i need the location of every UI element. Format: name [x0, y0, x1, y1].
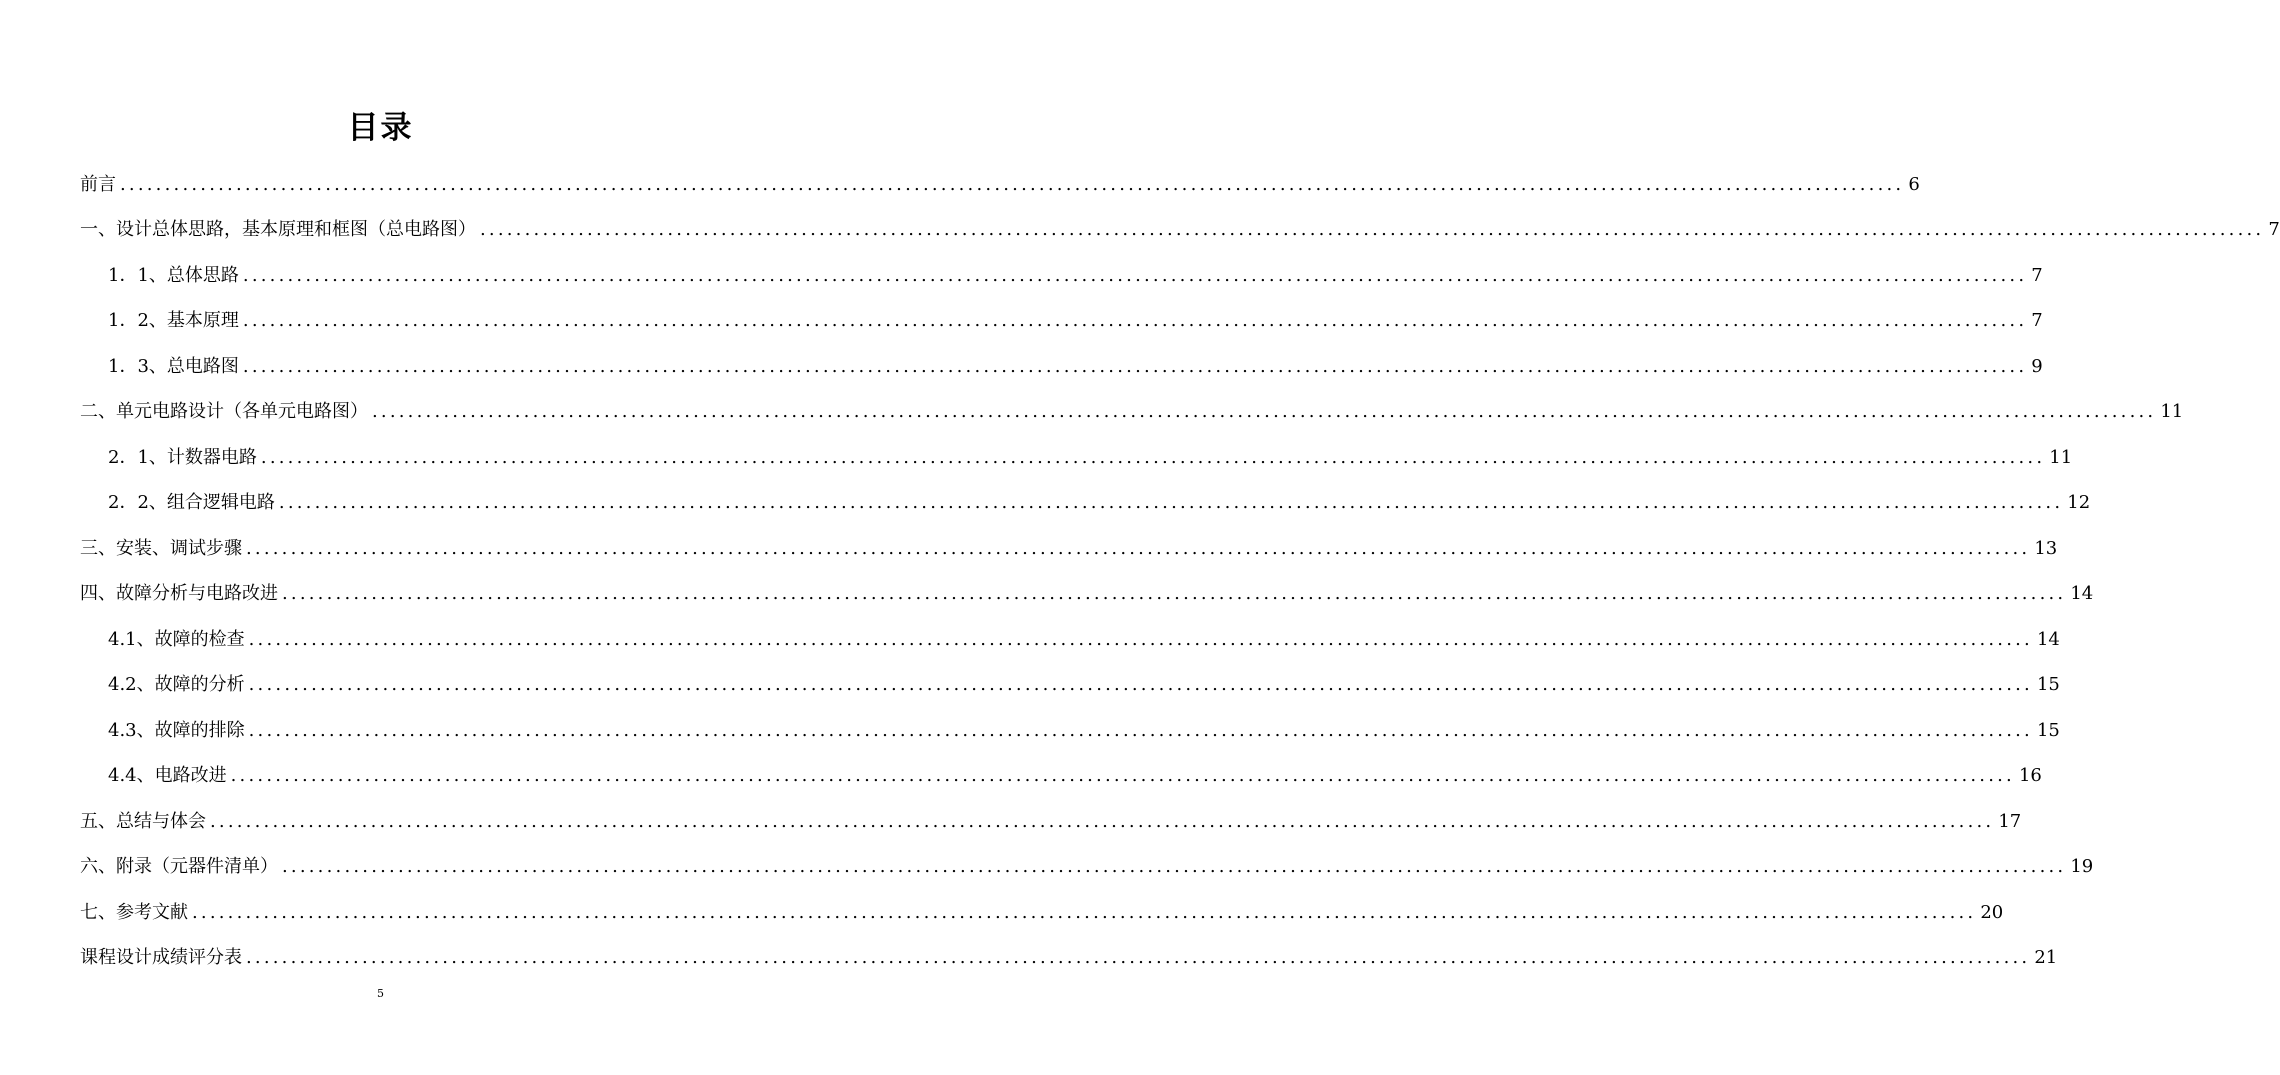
toc-entry[interactable] — [80, 839, 2094, 885]
toc-entry[interactable] — [80, 611, 2060, 657]
toc-entry-label: 1．1、总体思路 — [108, 264, 239, 286]
toc-entry[interactable] — [80, 884, 2004, 930]
toc-entry-label: 一、设计总体思路，基本原理和框图（总电路图） — [80, 219, 476, 240]
dot-leader: ........................................................................................................................................................................................................ — [282, 583, 2067, 604]
toc-entry[interactable] — [80, 338, 2043, 384]
dot-leader: ........................................................................................................................................................................................................ — [192, 901, 1977, 923]
toc-entry-page: 15 — [2036, 719, 2060, 741]
toc-entry[interactable] — [80, 520, 2058, 566]
toc-entry[interactable] — [80, 156, 1920, 202]
toc-entry[interactable] — [80, 702, 2060, 748]
toc-entry-label: 4.2、故障的分析 — [108, 674, 245, 695]
toc-entry-label: 课程设计成绩评分表 — [80, 947, 242, 968]
toc-entry-page: 12 — [2067, 492, 2091, 513]
toc-entry-page: 14 — [2070, 583, 2094, 604]
toc-entry-page: 14 — [2036, 628, 2060, 650]
dot-leader: ........................................................................................................................................................................................................ — [372, 401, 2157, 422]
toc-entry[interactable] — [80, 657, 2060, 703]
toc-entry-page: 19 — [2070, 856, 2094, 877]
toc-entry-page: 15 — [2036, 674, 2060, 695]
toc-entry-label: 1．3、总电路图 — [108, 355, 239, 377]
toc-entry-label: 2．1、计数器电路 — [108, 446, 257, 468]
dot-leader: ........................................................................................................................................................................................................ — [248, 719, 2033, 741]
toc-entry[interactable] — [80, 384, 2184, 430]
page-title: 目录 — [347, 110, 414, 146]
dot-leader: ........................................................................................................................................................................................................ — [242, 310, 2028, 331]
toc-entry-label: 4.4、电路改进 — [108, 765, 227, 786]
toc-entry-label: 三、安装、调试步骤 — [80, 537, 242, 559]
dot-leader: ........................................................................................................................................................................................................ — [260, 446, 2046, 468]
toc-entry-page: 7 — [2268, 219, 2280, 240]
dot-leader: ........................................................................................................................................................................................................ — [210, 810, 1995, 832]
toc-entry-page: 9 — [2031, 355, 2043, 377]
toc-entry-page: 7 — [2031, 264, 2043, 286]
toc-entry-label: 4.1、故障的检查 — [108, 628, 245, 650]
toc-entry-label: 四、故障分析与电路改进 — [80, 583, 278, 604]
dot-leader: ........................................................................................................................................................................................................ — [480, 219, 2265, 240]
toc-entry-label: 4.3、故障的排除 — [108, 719, 245, 741]
toc-entry-page: 17 — [1998, 810, 2022, 832]
toc-entry[interactable] — [80, 566, 2094, 612]
toc-entry-label: 五、总结与体会 — [80, 810, 206, 832]
toc-entry[interactable] — [80, 247, 2043, 293]
toc-entry[interactable] — [80, 293, 2043, 339]
page-number: 5 — [377, 987, 384, 1000]
dot-leader: ........................................................................................................................................................................................................ — [230, 765, 2015, 786]
toc-entry-page: 11 — [2049, 446, 2073, 468]
dot-leader: ........................................................................................................................................................................................................ — [242, 355, 2028, 377]
dot-leader: ........................................................................................................................................................................................................ — [248, 674, 2033, 695]
toc-entry-label: 1．2、基本原理 — [108, 310, 239, 331]
toc-entry[interactable] — [80, 793, 2022, 839]
dot-leader: ........................................................................................................................................................................................................ — [248, 628, 2033, 650]
dot-leader: ........................................................................................................................................................................................................ — [282, 856, 2067, 877]
toc-entry[interactable] — [80, 429, 2073, 475]
toc-entry[interactable] — [80, 930, 2058, 976]
table-of-contents — [80, 156, 2280, 975]
toc-entry-page: 21 — [2034, 947, 2058, 968]
dot-leader: ........................................................................................................................................................................................................ — [278, 492, 2064, 513]
toc-entry-page: 6 — [1908, 173, 1920, 195]
toc-entry-label: 六、附录（元器件清单） — [80, 856, 278, 877]
toc-entry-page: 13 — [2034, 537, 2058, 559]
toc-entry-page: 16 — [2018, 765, 2042, 786]
toc-entry[interactable] — [80, 475, 2091, 521]
toc-entry-label: 2．2、组合逻辑电路 — [108, 492, 275, 513]
dot-leader: ........................................................................................................................................................................................................ — [242, 264, 2028, 286]
toc-entry-label: 二、单元电路设计（各单元电路图） — [80, 401, 368, 422]
dot-leader: ........................................................................................................................................................................................................ — [246, 537, 2031, 559]
toc-entry-page: 11 — [2160, 401, 2184, 422]
toc-entry-label: 前言 — [80, 173, 116, 195]
toc-entry-label: 七、参考文献 — [80, 901, 188, 923]
dot-leader: ........................................................................................................................................................................................................ — [246, 947, 2031, 968]
dot-leader: ........................................................................................................................................................................................................ — [120, 173, 1905, 195]
toc-entry-page: 7 — [2031, 310, 2043, 331]
toc-entry[interactable] — [80, 202, 2280, 248]
toc-entry[interactable] — [80, 748, 2042, 794]
toc-entry-page: 20 — [1980, 901, 2004, 923]
